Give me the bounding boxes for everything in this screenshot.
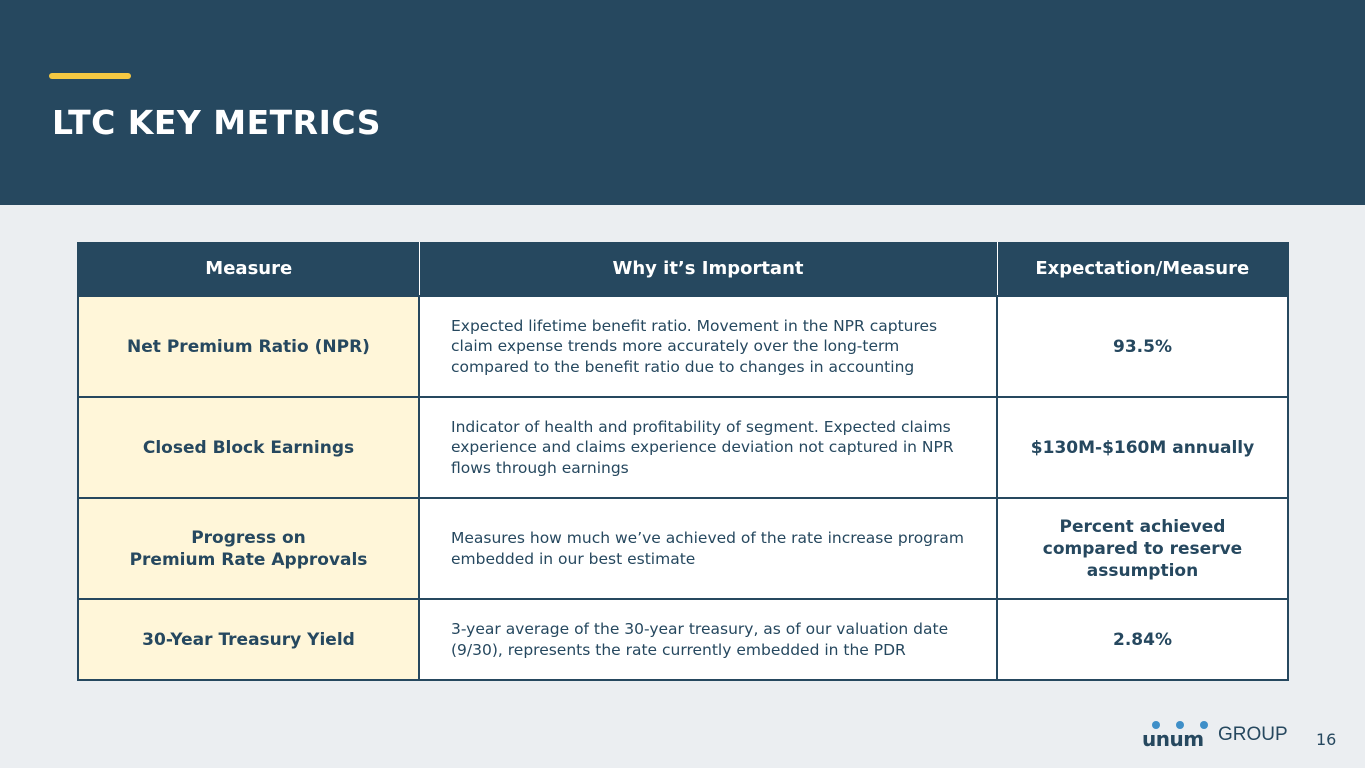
why-important-cell: Measures how much we’ve achieved of the rate increase program embedded in our best estimate <box>419 498 997 599</box>
unum-logo-icon: unum <box>1142 720 1216 748</box>
why-important-cell: Indicator of health and profitability of segment. Expected claims experience and claims experience deviation not captured in NPR flows through earnings <box>419 397 997 498</box>
logo-group-text: GROUP <box>1218 724 1288 745</box>
expectation-cell: 93.5% <box>997 296 1288 397</box>
measure-cell: 30-Year Treasury Yield <box>78 599 419 680</box>
expectation-cell: 2.84% <box>997 599 1288 680</box>
slide-header <box>0 0 1365 205</box>
table-header-row <box>78 242 1288 296</box>
column-header-why-important: Why it’s Important <box>419 242 997 296</box>
why-important-cell: 3-year average of the 30-year treasury, as of our valuation date (9/30), represents the rate currently embedded in the PDR <box>419 599 997 680</box>
table-row <box>78 498 1288 599</box>
column-header-measure: Measure <box>78 242 419 296</box>
expectation-cell: $130M-$160M annually <box>997 397 1288 498</box>
table-row <box>78 397 1288 498</box>
measure-cell: Progress on Premium Rate Approvals <box>78 498 419 599</box>
metrics-table <box>77 242 1289 681</box>
measure-cell: Closed Block Earnings <box>78 397 419 498</box>
page-number: 16 <box>1316 730 1337 749</box>
column-header-expectation: Expectation/Measure <box>997 242 1288 296</box>
title-accent-bar <box>49 73 131 79</box>
table-row <box>78 296 1288 397</box>
measure-cell: Net Premium Ratio (NPR) <box>78 296 419 397</box>
expectation-cell: Percent achieved compared to reserve assumption <box>997 498 1288 599</box>
why-important-cell: Expected lifetime benefit ratio. Movement in the NPR captures claim expense trends more accurately over the long-term compared to the benefit ratio due to changes in accounting <box>419 296 997 397</box>
table-row <box>78 599 1288 680</box>
company-logo <box>1142 718 1288 751</box>
page-title: LTC KEY METRICS <box>52 103 381 142</box>
